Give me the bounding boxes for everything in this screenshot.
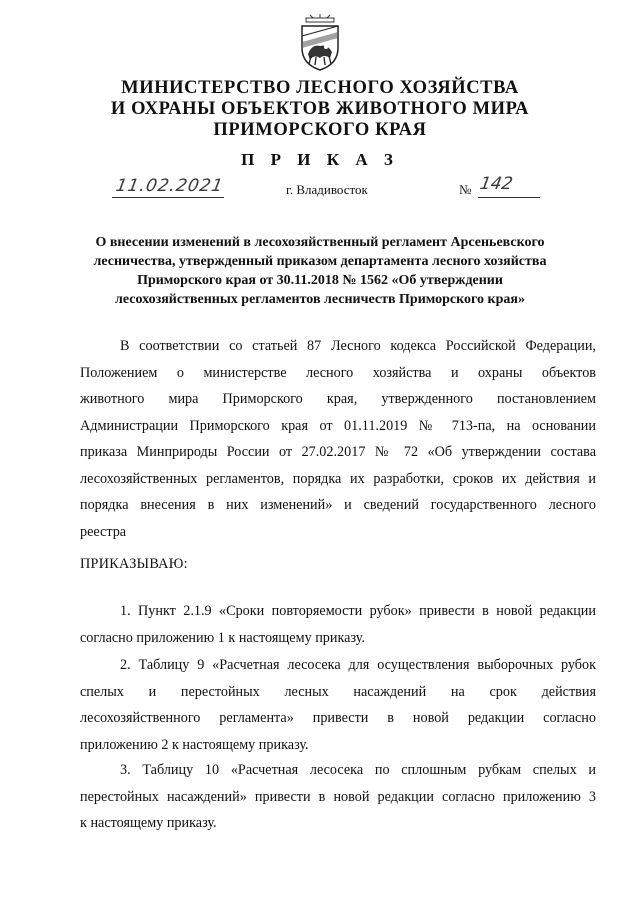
order-item-1 bbox=[80, 598, 596, 651]
item-2-line-1: 2. Таблицу 9 «Расчетная лесосека для осуществления выборочных рубок bbox=[120, 657, 596, 673]
preamble-line-7: порядка внесения в них изменений» и сведений государственного лесного bbox=[80, 497, 596, 513]
handwritten-number: 142 bbox=[478, 174, 515, 194]
order-item-3 bbox=[80, 757, 596, 837]
coat-of-arms-icon bbox=[296, 14, 344, 72]
preamble-line-8: реестра bbox=[80, 523, 127, 540]
preamble bbox=[80, 333, 596, 545]
ministry-line-2: И ОХРАНЫ ОБЪЕКТОВ ЖИВОТНОГО МИРА bbox=[110, 99, 530, 119]
document-type: П Р И К А З bbox=[241, 150, 399, 169]
number-sign: № bbox=[459, 182, 472, 197]
order-subject bbox=[60, 233, 580, 309]
preamble-line-3: животного мира Приморского края, утвержденного постановлением bbox=[80, 391, 596, 407]
item-3-line-1: 3. Таблицу 10 «Расчетная лесосека по сплошным рубкам спелых и bbox=[120, 762, 596, 778]
preamble-line-6: лесохозяйственных регламентов, порядка их разработки, сроков их действия и bbox=[80, 470, 596, 487]
subject-line-3: Приморского края от 30.11.2018 № 1562 «Об утверждении bbox=[137, 273, 503, 288]
item-3-line-2: перестойных насаждений» привести в новой редакции согласно приложению 3 bbox=[80, 788, 596, 805]
item-1-line-2: согласно приложению 1 к настоящему приказу. bbox=[80, 629, 365, 646]
item-2-line-3: лесохозяйственного регламента» привести в новой редакции согласно bbox=[80, 710, 596, 726]
city: г. Владивосток bbox=[286, 182, 368, 197]
item-1-line-1: 1. Пункт 2.1.9 «Сроки повторяемости рубок» привести в новой редакции bbox=[120, 603, 596, 619]
ministry-line-3: ПРИМОРСКОГО КРАЯ bbox=[213, 120, 427, 140]
item-2-line-2: спелых и перестойных лесных насаждений на срок действия bbox=[80, 683, 596, 700]
number-underline bbox=[478, 197, 540, 198]
preamble-line-5: приказа Минприроды России от 27.02.2017 № 72 «Об утверждении состава bbox=[80, 444, 596, 460]
item-3-line-3: к настоящему приказу. bbox=[80, 815, 217, 831]
preamble-line-2: Положением о министерстве лесного хозяйства и охраны объектов bbox=[80, 364, 596, 381]
preamble-line-1: В соответствии со статьей 87 Лесного кодекса Российской Федерации, bbox=[120, 338, 596, 354]
preamble-line-4: Администрации Приморского края от 01.11.2019 № 713-па, на основании bbox=[80, 417, 596, 434]
subject-line-4: лесохозяйственных регламентов лесничеств Приморского края» bbox=[115, 292, 525, 307]
order-item-2 bbox=[80, 652, 596, 758]
subject-line-1: О внесении изменений в лесохозяйственный регламент Арсеньевского bbox=[95, 235, 545, 250]
ministry-name bbox=[0, 78, 640, 141]
item-2-line-4: приложению 2 к настоящему приказу. bbox=[80, 736, 309, 753]
ministry-line-1: МИНИСТЕРСТВО ЛЕСНОГО ХОЗЯЙСТВА bbox=[121, 78, 519, 98]
orders-label: ПРИКАЗЫВАЮ: bbox=[80, 556, 188, 572]
handwritten-date: 11.02.2021 bbox=[114, 176, 226, 196]
date-underline bbox=[112, 197, 224, 198]
subject-line-2: лесничества, утвержденный приказом департамента лесного хозяйства bbox=[93, 254, 547, 269]
